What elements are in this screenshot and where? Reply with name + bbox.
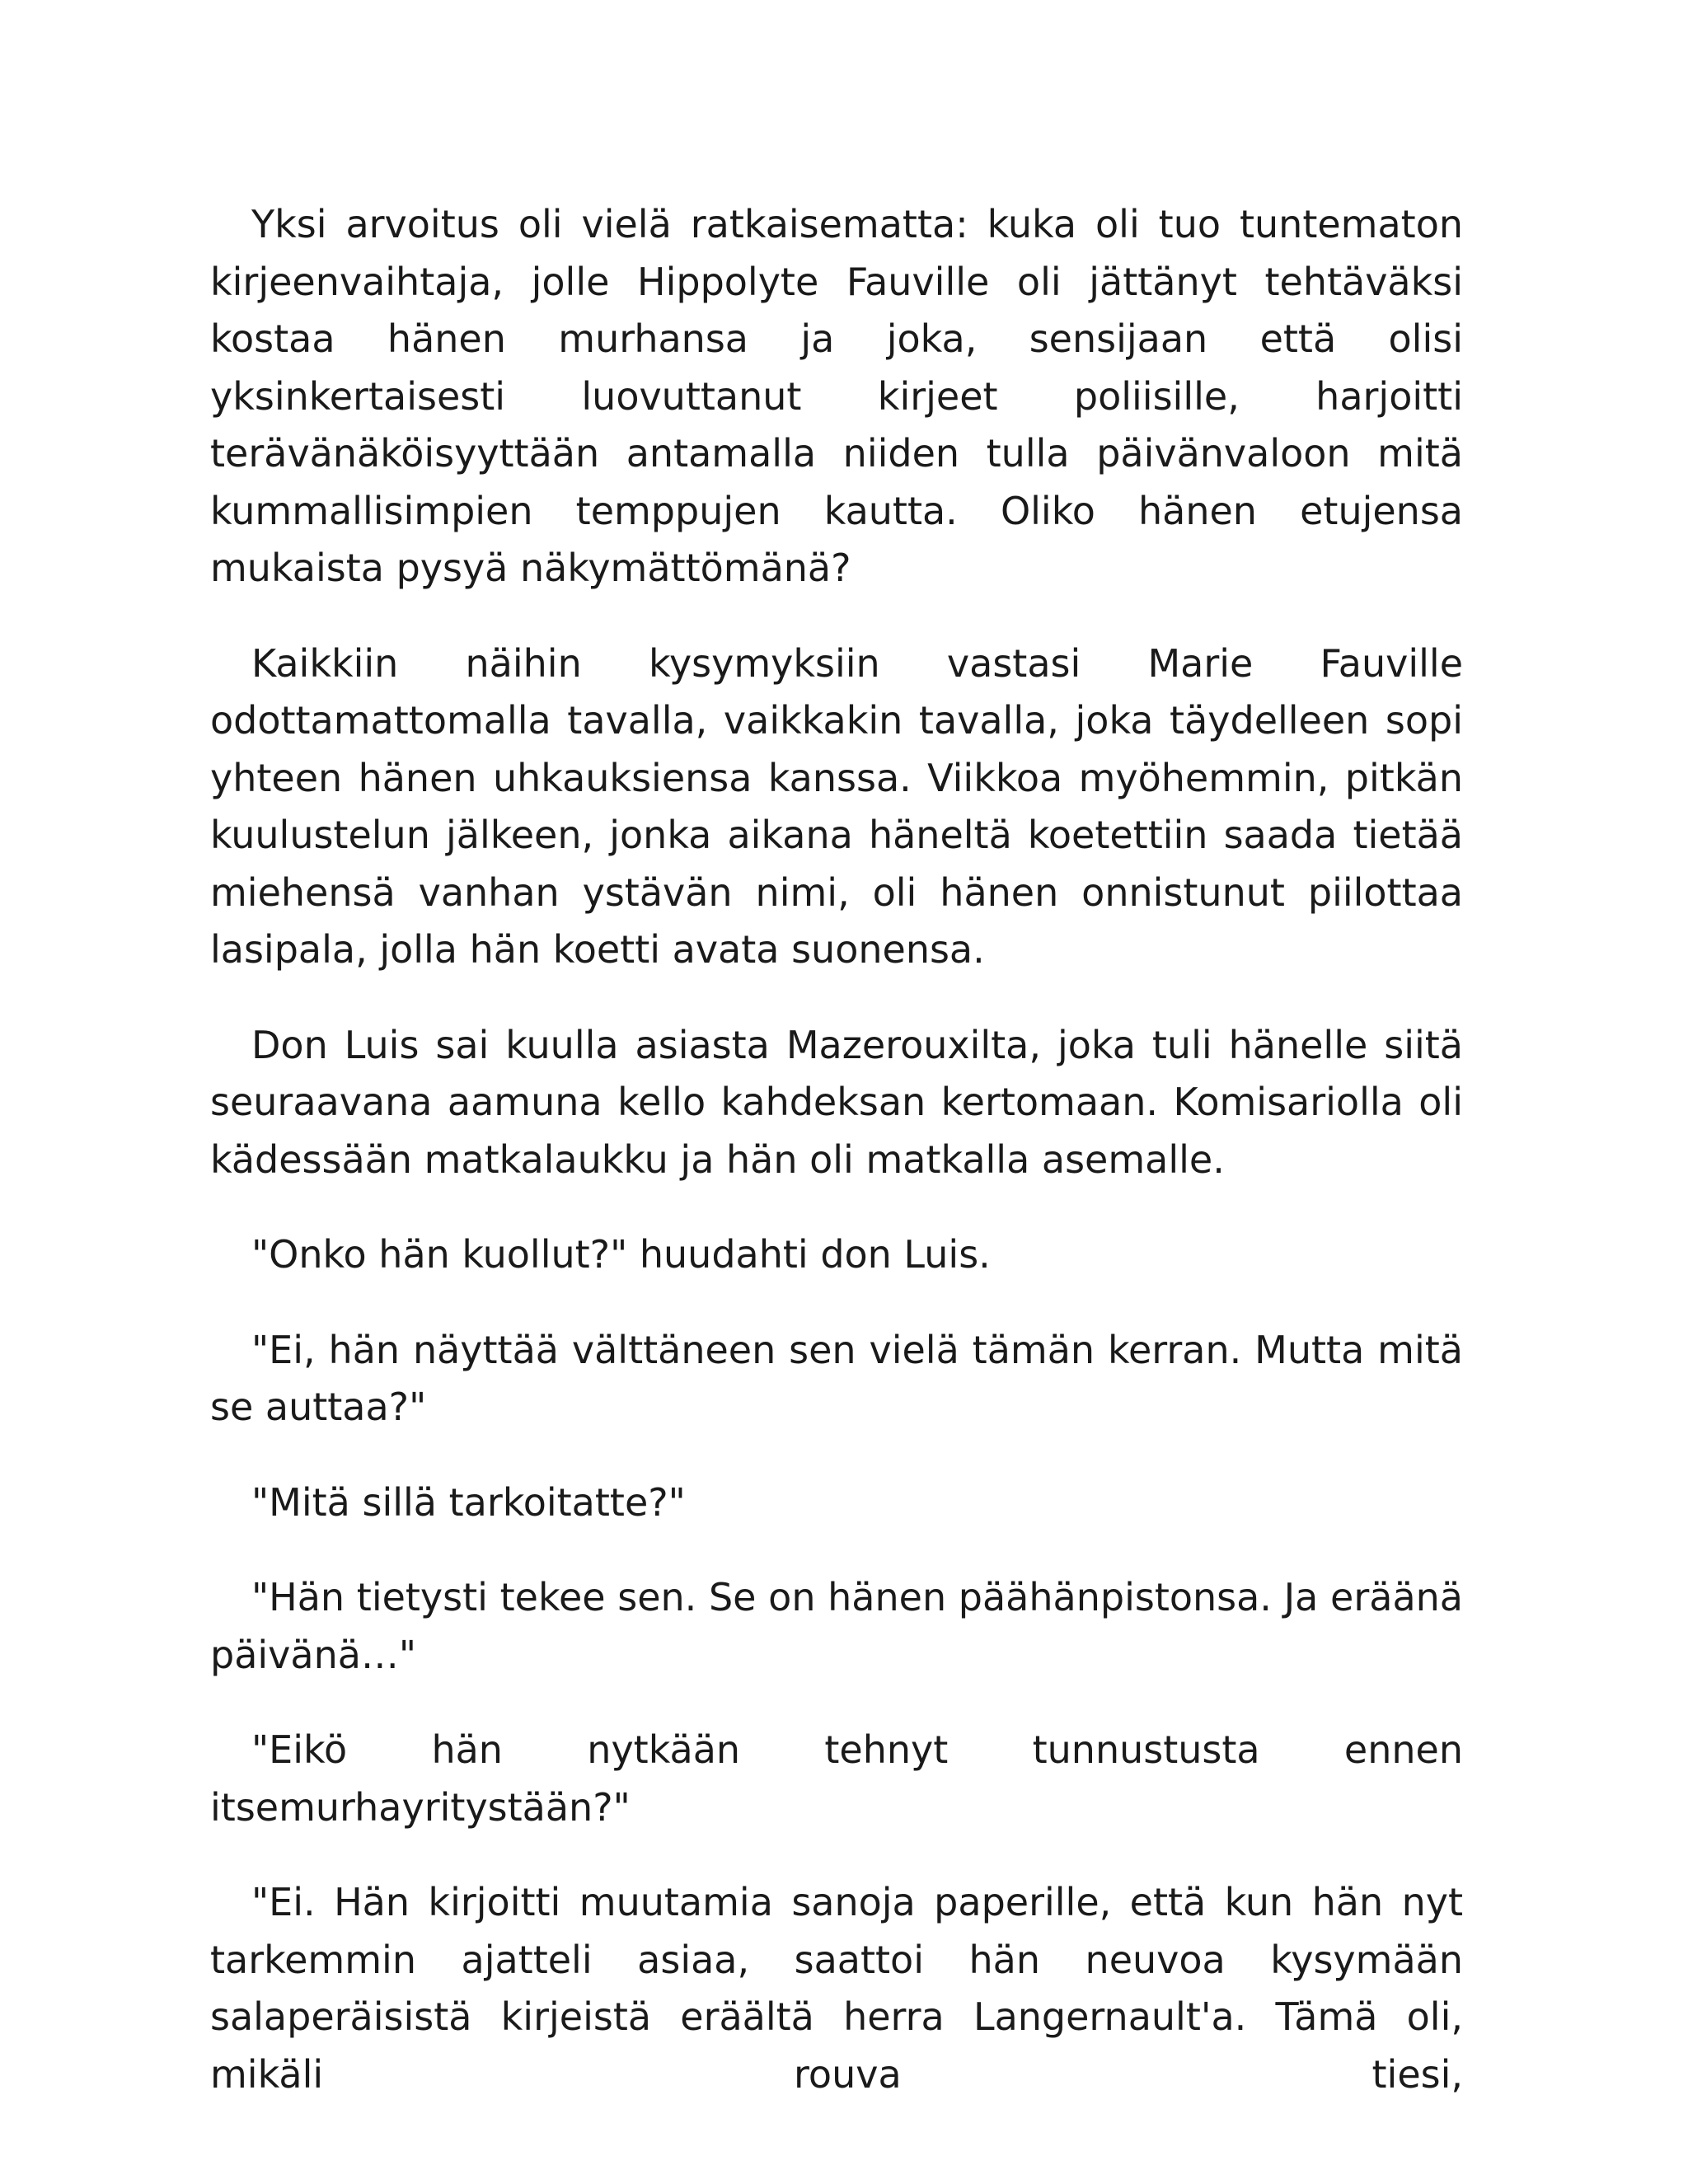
book-page — [210, 196, 1463, 2141]
paragraph-7: "Hän tietysti tekee sen. Se on hänen päähänpistonsa. Ja eräänä päivänä…" — [210, 1575, 1463, 1677]
paragraph-1: Yksi arvoitus oli vielä ratkaisematta: kuka oli tuo tuntematon kirjeenvaihtaja, jolle Hippolyte Fauville oli jättänyt tehtäväksi kostaa hänen murhansa ja joka, sensijaan että olisi yksinkertaisesti luovuttanut kirjeet poliisille, harjoitti terävänäköisyyttään antamalla niiden tulla päivänvaloon mitä kummallisimpien temppujen kautta. Oliko hänen etujensa mukaista pysyä näkymättömänä? — [210, 202, 1463, 590]
paragraph-9: "Ei. Hän kirjoitti muutamia sanoja paperille, että kun hän nyt tarkemmin ajatteli asiaa, saattoi hän neuvoa kysymään salaperäisistä kirjeistä eräältä herra Langernault'a. Tämä oli, mikäli rouva tiesi, — [210, 1880, 1463, 2097]
paragraph-6: "Mitä sillä tarkoitatte?" — [251, 1479, 686, 1525]
paragraph-2: Kaikkiin näihin kysymyksiin vastasi Marie Fauville odottamattomalla tavalla, vaikkakin tavalla, joka täydelleen sopi yhteen hänen uhkauksiensa kanssa. Viikkoa myöhemmin, pitkän kuulustelun jälkeen, jonka aikana häneltä koetettiin saada tietää miehensä vanhan ystävän nimi, oli hänen onnistunut piilottaa lasipala, jolla hän koetti avata suonensa. — [210, 640, 1463, 972]
paragraph-5: "Ei, hän näyttää välttäneen sen vielä tämän kerran. Mutta mitä se auttaa?" — [210, 1327, 1463, 1429]
paragraph-8: "Eikö hän nytkään tehnyt tunnustusta ennen itsemurhayritystään?" — [210, 1727, 1463, 1830]
paragraph-4: "Onko hän kuollut?" huudahti don Luis. — [251, 1232, 991, 1277]
paragraph-3: Don Luis sai kuulla asiasta Mazerouxilta, joka tuli hänelle siitä seuraavana aamuna kello kahdeksan kertomaan. Komisariolla oli kädessään matkalaukku ja hän oli matkalla asemalle. — [210, 1022, 1463, 1182]
